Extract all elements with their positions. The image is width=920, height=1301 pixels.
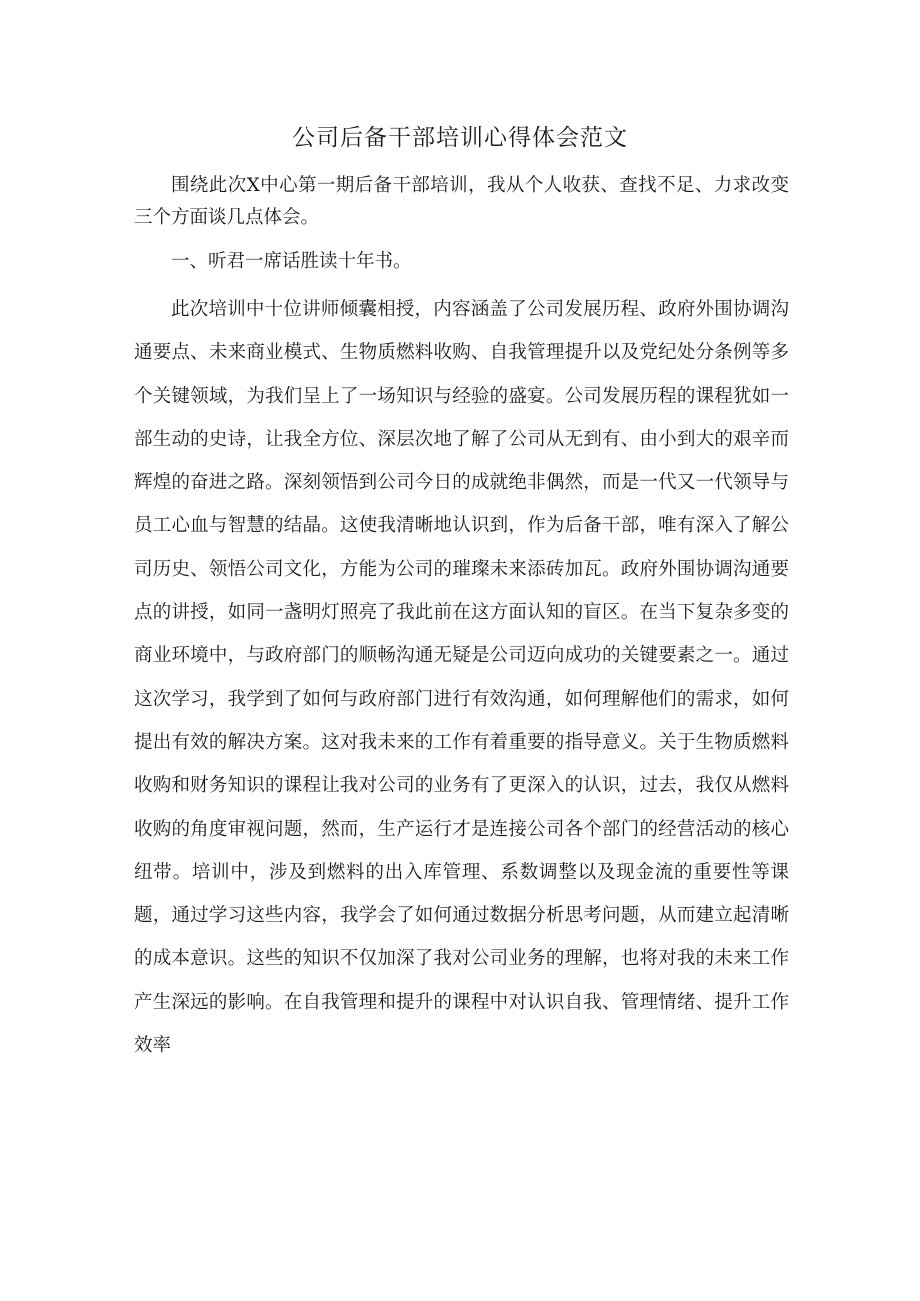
body-paragraph: 此次培训中十位讲师倾囊相授，内容涵盖了公司发展历程、政府外围协调沟通要点、未来商业模式、生物质燃料收购、自我管理提升以及党纪处分条例等多个关键领域，为我们呈上了一场知识与经验的盛宴。公司发展历程的课程犹如一部生动的史诗，让我全方位、深层次地了解了公司从无到有、由小到大的艰辛而辉煌的奋进之路。深刻领悟到公司今日的成就绝非偶然，而是一代又一代领导与员工心血与智慧的结晶。这使我清晰地认识到，作为后备干部，唯有深入了解公司历史、领悟公司文化，方能为公司的璀璨未来添砖加瓦。政府外围协调沟通要点的讲授，如同一盏明灯照亮了我此前在这方面认知的盲区。在当下复杂多变的商业环境中，与政府部门的顺畅沟通无疑是公司迈向成功的关键要素之一。通过这次学习，我学到了如何与政府部门进行有效沟通，如何理解他们的需求，如何提出有效的解决方案。这对我未来的工作有着重要的指导意义。关于生物质燃料收购和财务知识的课程让我对公司的业务有了更深入的认识，过去，我仅从燃料收购的角度审视问题，然而，生产运行才是连接公司各个部门的经营活动的核心纽带。培训中，涉及到燃料的出入库管理、系数调整以及现金流的重要性等课题，通过学习这些内容，我学会了如何通过数据分析思考问题，从而建立起清晰的成本意识。这些的知识不仅加深了我对公司业务的理解，也将对我的未来工作产生深远的影响。在自我管理和提升的课程中对认识自我、管理情绪、提升工作效率 xyxy=(134,299,789,1057)
document-title: 公司后备干部培训心得体会范文 xyxy=(292,125,628,151)
section-heading: 一、听君一席话胜读十年书。 xyxy=(171,251,412,272)
intro-paragraph: 围绕此次X中心第一期后备干部培训，我从个人收获、查找不足、力求改变三个方面谈几点体会。 xyxy=(134,175,789,228)
